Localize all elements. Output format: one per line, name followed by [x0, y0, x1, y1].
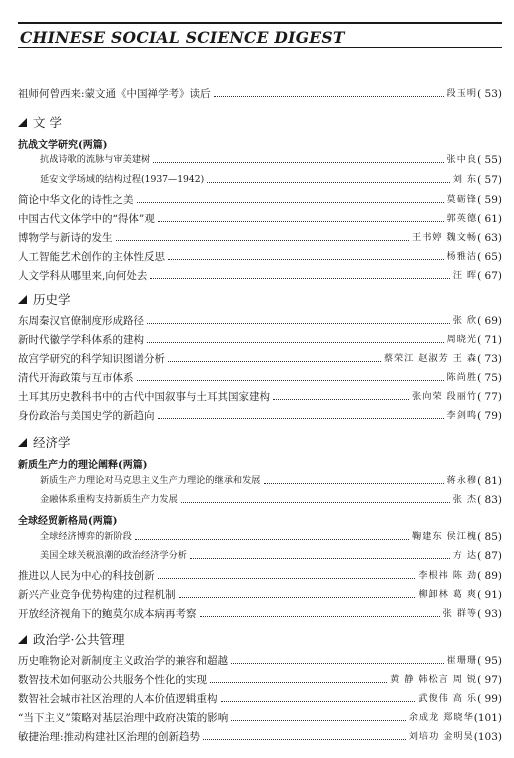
section-triangle-icon	[18, 118, 27, 127]
entry-title: 身份政治与美国史学的新趋向	[18, 410, 155, 422]
leader-dots	[214, 95, 444, 97]
leader-dots	[203, 738, 406, 740]
entry-author: 刘培功 金明昊	[408, 731, 474, 742]
leader-dots	[137, 201, 444, 203]
group-heading: 抗战文学研究(两篇)	[18, 140, 108, 151]
leader-dots	[135, 538, 409, 540]
entry-title: 简论中华文化的诗性之美	[18, 194, 134, 206]
entry-author: 张 欣	[452, 315, 478, 326]
entry-author: 鞠建东 侯江槐	[412, 531, 478, 542]
entry-title: 新兴产业竞争优势构建的过程机制	[18, 589, 176, 601]
toc-entry[interactable]	[18, 490, 502, 506]
masthead-top-rule	[18, 22, 502, 24]
leader-dots	[168, 258, 444, 260]
entry-title: 抗战诗歌的流脉与审美建树	[40, 154, 151, 165]
toc-entry[interactable]	[18, 330, 502, 346]
entry-author: 陈尚胜	[446, 372, 478, 383]
entry-title: 故宫学研究的科学知识图谱分析	[18, 353, 165, 365]
leader-dots	[231, 662, 444, 664]
toc-entry[interactable]	[18, 566, 502, 582]
entry-author: 张向荣 段丽竹	[412, 391, 478, 402]
toc-entry[interactable]	[18, 190, 502, 206]
entry-title: 清代开海政策与互市体系	[18, 372, 134, 384]
entry-author: 柳卸林 葛 爽	[418, 589, 478, 600]
entry-page: ( 73)	[477, 353, 502, 365]
entry-author: 段玉明	[446, 88, 478, 99]
entry-title: 人文学科从哪里来,向何处去	[18, 270, 148, 282]
section-title: 政治学·公共管理	[33, 632, 125, 647]
entry-page: (103)	[473, 731, 502, 743]
entry-page: ( 97)	[477, 674, 502, 686]
section-title: 经济学	[33, 435, 71, 450]
entry-author: 余成龙 郑晓华	[408, 712, 474, 723]
leader-dots	[150, 277, 449, 279]
leader-dots	[181, 501, 450, 503]
toc-entry[interactable]	[18, 387, 502, 403]
leader-dots	[207, 181, 450, 183]
leader-dots	[210, 681, 387, 683]
section-heading	[18, 630, 124, 648]
entry-page: ( 89)	[477, 570, 502, 582]
entry-author: 崔珊珊	[446, 655, 478, 666]
leader-dots	[147, 341, 444, 343]
toc-entry[interactable]	[18, 546, 502, 562]
toc-entry[interactable]	[18, 527, 502, 543]
section-title: 文 学	[33, 115, 62, 130]
leader-dots	[137, 379, 444, 381]
section-heading	[18, 113, 62, 131]
entry-author: 蔡荣江 赵淑芳 王 森	[383, 353, 478, 364]
entry-title: 新时代徽学学科体系的建构	[18, 334, 144, 346]
entry-title: 人工智能艺术创作的主体性反思	[18, 251, 165, 263]
entry-title: 数智社会城市社区治理的人本价值逻辑重构	[18, 693, 218, 705]
entry-page: ( 65)	[477, 251, 502, 263]
entry-author: 莫砺锋	[446, 194, 478, 205]
leader-dots	[190, 557, 450, 559]
entry-title: “当下主义”策略对基层治理中政府决策的影响	[18, 712, 229, 724]
section-triangle-icon	[18, 295, 27, 304]
entry-author: 王书婷 魏文畅	[412, 232, 478, 243]
leader-dots	[168, 360, 381, 362]
masthead-bottom-rule	[18, 47, 502, 48]
entry-page: ( 99)	[477, 693, 502, 705]
entry-page: ( 57)	[477, 174, 502, 186]
toc-entry[interactable]	[18, 311, 502, 327]
leader-dots	[200, 615, 440, 617]
toc-entry[interactable]	[18, 247, 502, 263]
entry-title: 历史唯物论对新制度主义政治学的兼容和超越	[18, 655, 228, 667]
entry-title: 开放经济视角下的鲍莫尔成本病再考察	[18, 608, 197, 620]
entry-page: ( 91)	[477, 589, 502, 601]
entry-title: 东周秦汉官僚制度形成路径	[18, 315, 144, 327]
leader-dots	[158, 220, 444, 222]
leader-dots	[116, 239, 410, 241]
leader-dots	[264, 482, 444, 484]
entry-author: 武俊伟 高 乐	[418, 693, 478, 704]
entry-page: ( 83)	[477, 494, 502, 506]
group-heading: 新质生产力的理论阐释(两篇)	[18, 460, 148, 471]
entry-page: ( 81)	[477, 475, 502, 487]
leader-dots	[221, 700, 416, 702]
entry-page: ( 75)	[477, 372, 502, 384]
section-title: 历史学	[33, 292, 71, 307]
entry-page: ( 67)	[477, 270, 502, 282]
toc-entry[interactable]	[18, 349, 502, 365]
toc-entry[interactable]	[18, 170, 502, 186]
entry-author: 周晓光	[446, 334, 478, 345]
leader-dots	[158, 417, 444, 419]
section-heading	[18, 290, 71, 308]
entry-title: 数智技术如何驱动公共服务个性化的实现	[18, 674, 207, 686]
entry-author: 方 达	[452, 550, 478, 561]
entry-author: 李剑鸣	[446, 410, 478, 421]
entry-page: ( 95)	[477, 655, 502, 667]
toc-entry[interactable]	[18, 150, 502, 166]
entry-author: 郭英德	[446, 213, 478, 224]
entry-page: (101)	[473, 712, 502, 724]
journal-title: CHINESE SOCIAL SCIENCE DIGEST	[20, 28, 345, 47]
entry-page: ( 85)	[477, 531, 502, 543]
leader-dots	[231, 719, 405, 721]
leader-dots	[179, 596, 416, 598]
entry-title: 金融体系重构支持新质生产力发展	[40, 494, 178, 505]
group-heading: 全球经贸新格局(两篇)	[18, 516, 118, 527]
entry-title: 全球经济博弈的新阶段	[40, 531, 132, 542]
entry-page: ( 63)	[477, 232, 502, 244]
entry-title: 博物学与新诗的发生	[18, 232, 113, 244]
section-heading	[18, 433, 71, 451]
entry-title: 延安文学场域的结构过程(1937—1942)	[40, 174, 205, 185]
entry-title: 祖师何曾西来:蒙文通《中国禅学考》读后	[18, 88, 211, 100]
toc-entry[interactable]	[18, 604, 502, 620]
toc-entry[interactable]	[18, 651, 502, 667]
toc-entry[interactable]	[18, 585, 502, 601]
toc-entry[interactable]	[18, 406, 502, 422]
entry-title: 新质生产力理论对马克思主义生产力理论的继承和发展	[40, 475, 261, 486]
entry-author: 张 群等	[442, 608, 478, 619]
toc-entry[interactable]	[18, 471, 502, 487]
entry-title: 土耳其历史教科书中的古代中国叙事与土耳其国家建构	[18, 391, 270, 403]
entry-title: 敏捷治理:推动构建社区治理的创新趋势	[18, 731, 201, 743]
entry-author: 汪 晖	[452, 270, 478, 281]
leader-dots	[273, 398, 409, 400]
entry-title: 推进以人民为中心的科技创新	[18, 570, 155, 582]
entry-author: 杨雅洁	[446, 251, 478, 262]
entry-page: ( 53)	[477, 88, 502, 100]
entry-page: ( 93)	[477, 608, 502, 620]
toc-entry[interactable]	[18, 266, 502, 282]
entry-author: 刘 东	[452, 174, 478, 185]
entry-page: ( 55)	[477, 154, 502, 166]
entry-page: ( 77)	[477, 391, 502, 403]
entry-page: ( 59)	[477, 194, 502, 206]
toc-entry[interactable]	[18, 84, 502, 100]
section-triangle-icon	[18, 635, 27, 644]
leader-dots	[147, 322, 450, 324]
toc-entry[interactable]	[18, 368, 502, 384]
toc-entry[interactable]	[18, 727, 502, 743]
entry-author: 张 杰	[452, 494, 478, 505]
entry-author: 黄 静 韩松言 周 锐	[390, 674, 478, 685]
entry-page: ( 61)	[477, 213, 502, 225]
entry-page: ( 69)	[477, 315, 502, 327]
entry-author: 蒋永穆	[446, 475, 478, 486]
leader-dots	[153, 161, 443, 163]
entry-page: ( 71)	[477, 334, 502, 346]
entry-author: 张中良	[446, 154, 478, 165]
entry-page: ( 87)	[477, 550, 502, 562]
toc-entry[interactable]	[18, 689, 502, 705]
toc-entry[interactable]	[18, 708, 502, 724]
entry-page: ( 79)	[477, 410, 502, 422]
leader-dots	[158, 577, 416, 579]
entry-author: 李根祎 陈 劲	[418, 570, 478, 581]
toc-entry[interactable]	[18, 209, 502, 225]
entry-title: 美国全球关税浪潮的政治经济学分析	[40, 550, 187, 561]
section-triangle-icon	[18, 438, 27, 447]
masthead	[18, 22, 502, 48]
toc-entry[interactable]	[18, 228, 502, 244]
toc-entry[interactable]	[18, 670, 502, 686]
entry-title: 中国古代文体学中的“得体”观	[18, 213, 155, 225]
